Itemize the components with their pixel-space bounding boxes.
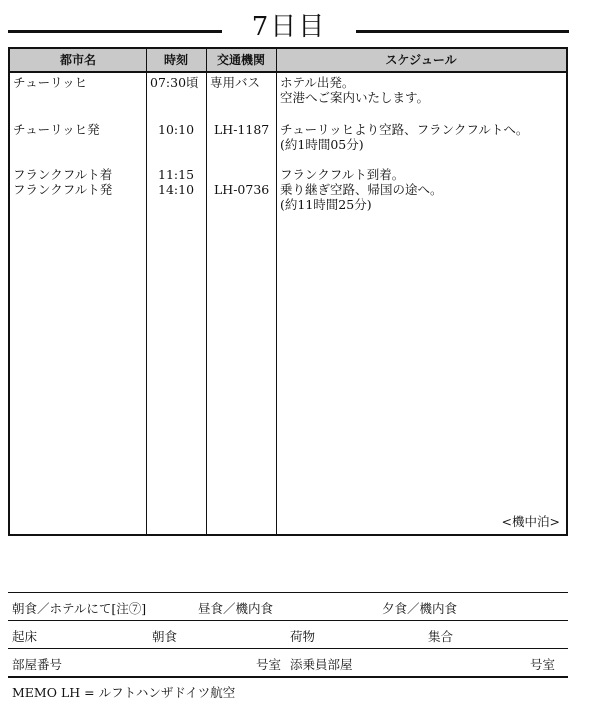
schedule-table (8, 47, 568, 536)
day-title: 7日目 (251, 12, 327, 42)
column-divider (146, 49, 147, 534)
escort-room-unit: 号室 (530, 657, 556, 672)
row-transport: 専用バス (210, 75, 261, 90)
row-schedule: フランクフルト到着。 乗り継ぎ空路、帰国の途へ。 (約11時間25分) (280, 167, 443, 212)
header-schedule: スケジュール (385, 53, 457, 67)
header-city: 都市名 (59, 53, 96, 67)
breakfast-time-label: 朝食 (152, 629, 178, 644)
page-header (0, 0, 600, 44)
row-city: フランクフルト着 フランクフルト発 (13, 167, 113, 197)
breakfast-info: 朝食／ホテルにて[注⑦] (12, 601, 147, 616)
wake-label: 起床 (12, 629, 38, 644)
row-transport: LH-0736 (214, 182, 270, 197)
dinner-info: 夕食／機内食 (382, 601, 458, 616)
divider-thick (8, 676, 568, 678)
row-time: 07:30頃 (150, 75, 199, 90)
title-rule-left (8, 30, 222, 33)
row-city: チューリッヒ発 (13, 122, 100, 137)
row-transport: LH-1187 (214, 122, 270, 137)
column-divider (206, 49, 207, 534)
title-rule-right (356, 30, 569, 33)
divider (8, 592, 568, 593)
header-time: 時刻 (163, 53, 188, 67)
lunch-info: 昼食／機内食 (198, 601, 274, 616)
luggage-label: 荷物 (290, 629, 316, 644)
divider (8, 620, 568, 621)
meeting-label: 集合 (428, 629, 454, 644)
table-header (10, 49, 566, 73)
memo: MEMO LH = ルフトハンザドイツ航空 (12, 685, 236, 700)
row-schedule: チューリッヒより空路、フランクフルトへ。 (約1時間05分) (280, 122, 529, 152)
row-city: チューリッヒ (13, 75, 88, 90)
divider (8, 648, 568, 649)
header-transport: 交通機関 (216, 53, 265, 67)
row-time: 11:15 14:10 (158, 167, 195, 197)
room-number-label: 部屋番号 (12, 657, 63, 672)
column-divider (276, 49, 277, 534)
row-time: 10:10 (158, 122, 195, 137)
overnight-note: <機中泊> (501, 514, 560, 529)
room-unit: 号室 (256, 657, 282, 672)
escort-room-label: 添乗員部屋 (290, 657, 353, 672)
row-schedule: ホテル出発。 空港へご案内いたします。 (280, 75, 430, 105)
